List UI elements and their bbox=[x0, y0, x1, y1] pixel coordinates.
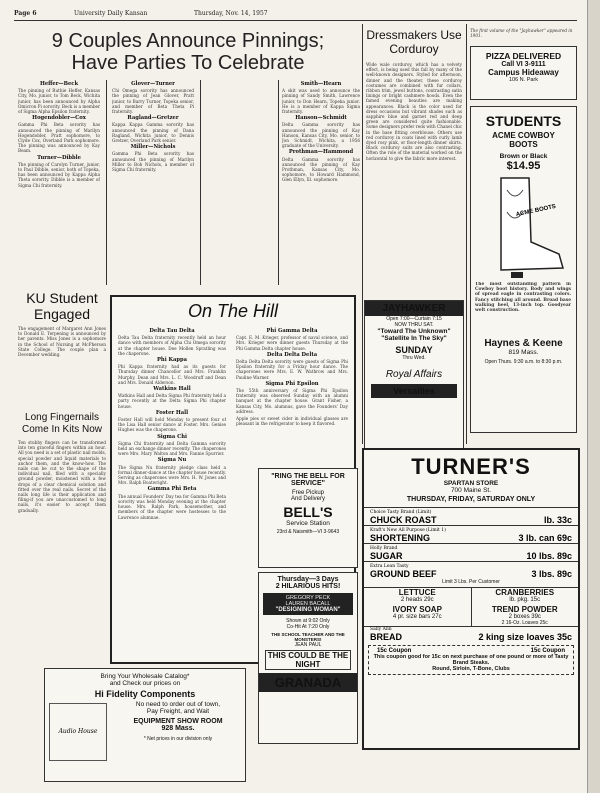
item-name: SHORTENING bbox=[370, 533, 431, 543]
story-text: Delta Delta Delta sorority were guests of Sigma Phi Epsilon fraternity for a Friday hour dance. The chaperones were Mrs. E. W. Wathrow and Mrs. Pauline Warner. bbox=[236, 359, 348, 380]
grocery-item bbox=[364, 507, 578, 525]
column-rule bbox=[106, 80, 107, 285]
main-headline: 9 Couples Announce Pinnings; Have Parties To Celebrate bbox=[51, 30, 325, 74]
granada-theater-ad bbox=[258, 572, 358, 744]
story-text: Ten stubby fingers can be transformed into ten graceful fingers within an hour. All you need is a set of plastic nail molds, special powder and liquid materials to anchor them, and the know-how. The nails can be cut to the shape of the individual nail, filed with a specially ground powder, moistened with a few drops of a clear chemical solution and fitted over the real nails. Secret of the nails long life is their application and filing-if you are unaccustomed to long nails, it's easier to accept them gradually. bbox=[18, 440, 106, 513]
story-text: Apple pies or sweet cider in individual glasses are pleasant in the refrigerator to keep it flavored. bbox=[236, 416, 348, 427]
story-title: Hogendobler—Cox bbox=[32, 115, 86, 122]
column-pinnings-2 bbox=[112, 80, 194, 280]
item-price: 2 heads 29c bbox=[400, 597, 434, 603]
ad-line: Open Thurs. 9:30 a.m. to 8:30 p.m. bbox=[484, 359, 563, 365]
item-price: lb. 33c bbox=[543, 515, 572, 525]
ad-line: Co-Hit At 7:20 Only bbox=[286, 624, 330, 630]
story-text: Kappa Kappa Gamma sorority has announced the pinning of Dana Ragland, Wichita junior, to Dennis Gretzer, Overland Park senior. bbox=[112, 122, 194, 144]
issue-date: Thursday, Nov. 14, 1957 bbox=[194, 10, 268, 17]
pizza-ad bbox=[470, 46, 577, 100]
fingernails-headline: Long Fingernails Come In Kits Now bbox=[21, 412, 103, 435]
fingernails-story bbox=[18, 440, 106, 660]
item-price: 2 king size loaves 35c bbox=[478, 632, 572, 642]
theater-name: GRANADA bbox=[259, 673, 357, 692]
coupon-text: Round, Sirloin, T-Bone, Clubs bbox=[432, 666, 510, 672]
item-note: Holly Brand bbox=[370, 546, 398, 551]
dressmakers-story bbox=[366, 62, 462, 297]
boot-icon bbox=[471, 172, 576, 282]
item-name: TREND POWDER bbox=[491, 605, 558, 614]
story-title: Glover—Turner bbox=[131, 81, 175, 87]
column-pinnings-1 bbox=[18, 80, 100, 275]
story-text: Gamma Phi Beta sorority has announced the pinning of Marilyn Miller to Bob Nichols, a member of Sigma Chi fraternity. bbox=[112, 151, 194, 173]
item-price: 4 pr. size bars 27c bbox=[392, 614, 442, 620]
column-rule bbox=[200, 80, 201, 285]
column-rule bbox=[278, 80, 279, 285]
film-title: Versailles bbox=[371, 384, 457, 398]
ad-line: Open 7:00—Curtain 7:15 bbox=[386, 316, 442, 322]
boot-description bbox=[475, 282, 571, 334]
ad-line: THURSDAY, FRIDAY, SATURDAY ONLY bbox=[406, 496, 536, 503]
film-credit: GREGORY PECK bbox=[285, 595, 331, 601]
jayhawker-theater-ad bbox=[364, 300, 464, 452]
film-title: "DESIGNING WOMAN" bbox=[275, 607, 341, 613]
story-text: Chi Omega sorority has announced the pinning of Jean Glover, Pratt junior, to Barry Turner, Topeka senior, and member of Beta Theta Pi fraternity. bbox=[112, 88, 194, 115]
ad-line: NOW THRU SAT. bbox=[394, 322, 434, 328]
story-text: Phi Kappa fraternity had as its guests for Thursday dinner Chancellor and Mrs. Franklin Murphy, Dean and Mrs. L. C. Woodruff and Dean and Mrs. Donald Alderson. bbox=[118, 364, 226, 385]
story-text: Capt. E. M. Krieger, professor of naval science, and Mrs. Krieger were dinner guests Thursday at the Phi Gamma Delta chapter house. bbox=[236, 335, 348, 351]
story-text: Gamma Phi Beta sorority has announced the pinning of Marilyn Hogendobler, Pratt sophomore, to Clyde Cox, Overland Park sophomore. The pinning was announced by Kay Beam. bbox=[18, 122, 100, 154]
item-note: Sally Ann bbox=[370, 627, 392, 632]
ad-line: ACME COWBOY BOOTS bbox=[492, 131, 555, 149]
column-rule bbox=[362, 24, 363, 444]
story-text: The 55th anniversary of Sigma Phi Epsilon fraternity was observed Sunday with an alumni banquet at the chapter house. Grant Fisher, a Kansas City, Mo. alumnus, gave the Founders' Day address. bbox=[236, 388, 348, 414]
ad-line: Bring Your Wholesale Catalog* bbox=[100, 673, 190, 680]
story-title: Sigma Nu bbox=[157, 457, 187, 464]
coupon bbox=[368, 645, 574, 675]
engaged-story bbox=[18, 326, 106, 406]
item-note: Kraft's New All Purpose (Limit 1) bbox=[370, 528, 446, 533]
story-text: A skit was used to announce the pinning of Sandy Smith, Lawrence junior, to Don Hearn, Topeka junior. He is a member of Kappa Sigma fraternity. bbox=[282, 88, 360, 115]
ad-line: and Check our prices on bbox=[109, 680, 181, 687]
story-title: Hanson—Schmidt bbox=[295, 115, 347, 122]
store-name: Haynes & Keene bbox=[484, 338, 563, 349]
ad-price: $14.95 bbox=[506, 160, 541, 172]
ad-line: Free Pickup bbox=[291, 490, 324, 496]
jayhawker-note bbox=[470, 28, 575, 42]
story-text: Foster Hall will hold Monday to present four of the Lisa Hall senior dance at Foster. Mrs. Genise Hughes was the chaperone. bbox=[118, 417, 226, 433]
film-title: "Toward The Unknown" bbox=[377, 328, 451, 335]
cowboy-boots-ad bbox=[470, 106, 577, 433]
ad-line: 106 N. Park bbox=[508, 77, 539, 83]
story-text: The pinning of Carolyn Turner, junior, to Paul Dibble, senior, both of Topeka, has been announced by Kappa Alpha Theta sorority. Dibble is a member of Sigma Chi fraternity. bbox=[18, 161, 100, 188]
item-note: Extra Lean Tasty bbox=[370, 564, 409, 569]
item-note: Limit 3 Lbs. Per Customer bbox=[442, 579, 500, 585]
item-note: Choice Tasty Brand (Limit) bbox=[370, 510, 432, 515]
film-credit: LAUREN BACALL bbox=[285, 601, 331, 607]
story-title: Phi Kappa bbox=[157, 357, 187, 364]
story-title: Heffer—Beck bbox=[39, 81, 79, 87]
story-text: Delta Tau Delta fraternity recently held an hour dance with members of Alpha Chi Omega sorority at the chapter house. Dee Mollen Spratling was the chaperone. bbox=[118, 335, 226, 356]
ad-line: The most outstanding pattern in Cowboy boot history. Body and wings of spread eagle in contrasting colors. Fancy stitching all around. Broad base walking heel, 13-inch top. Goodyear welt construction. bbox=[475, 282, 571, 314]
turners-grocery-ad bbox=[362, 448, 580, 750]
store-name: TURNER'S bbox=[411, 454, 531, 479]
story-text: Wide wale corduroy, which has a velvety effect, is being used this fall by many of the well-known designers. Styled for afternoon, dinner and the theater, these corduroy costumes are combined with fur collars, ribbon trim, jewel buttons, contrasting satin linings or bright cashmere hoods. Even the famed evening beauties are making appearances. Black is the color used for dress occasions but vibrant shades such as sapphire blue and garnet red and deep green are considered quite fashionable. Some designers prefer reds with Chanel chic in the base fitting overblouse. Others use red corduroy in coats lined with curly lamb dyed rosy pink, or floor-length dinner skirts. Black corduroy suits are also contrasting. Often the role of the material worked on the horizontal to give the fabric more interest. bbox=[366, 62, 462, 161]
ad-line: Call VI 3-9111 bbox=[501, 61, 546, 68]
story-title: Ragland—Gretzer bbox=[127, 115, 179, 122]
story-title: Sigma Chi bbox=[157, 433, 187, 440]
story-text: Sigma Chi fraternity and Delta Gamma sorority held an exchange dinner recently. The chaperones were Mrs. Mary Walton and Mrs. Fannie Spurrier. bbox=[118, 440, 226, 457]
story-title: Smith—Hearn bbox=[300, 81, 342, 87]
ad-line: 928 Mass. bbox=[161, 725, 195, 732]
catalog-ad bbox=[44, 668, 246, 782]
on-the-hill-title: On The Hill bbox=[187, 301, 279, 321]
column-pinnings-3 bbox=[282, 80, 360, 290]
page-header bbox=[14, 8, 577, 21]
story-title: Gamma Phi Beta bbox=[147, 486, 197, 493]
film-credit: JEAN PAUL bbox=[294, 642, 322, 648]
item-price: 2 boxes 39c bbox=[508, 614, 541, 620]
item-name: LETTUCE bbox=[398, 588, 436, 597]
story-text: The pinning of Ruthie Heffer, Kansas City, Mo. junior, to Tom Beck, Wichita junior, has been announced by Alpha Omicron Pi sorority. Beck is a member of Sigma Alpha Epsilon fraternity. bbox=[18, 88, 100, 115]
item-name: GROUND BEEF bbox=[370, 569, 437, 579]
coupon-label: 15c Coupon bbox=[377, 648, 412, 654]
theater-name: JAYHAWKER bbox=[365, 301, 463, 316]
item-name: CRANBERRIES bbox=[495, 588, 555, 597]
ad-line: Thursday—3 Days bbox=[277, 576, 339, 583]
ad-line: Service Station bbox=[286, 520, 330, 527]
ad-line: Pay Freight, and Wait bbox=[146, 708, 210, 715]
adjacent-page-edge bbox=[587, 0, 600, 793]
ad-line: Hi Fidelity Components bbox=[94, 689, 196, 699]
engaged-headline: KU Student Engaged bbox=[26, 290, 98, 322]
item-price: 10 lbs. 89c bbox=[526, 551, 572, 561]
audio-house-logo: Audio House bbox=[49, 703, 107, 761]
ad-line: PIZZA DELIVERED bbox=[485, 51, 562, 61]
ad-name: BELL'S bbox=[283, 504, 333, 520]
film-title: THE SCHOOL TEACHER AND THE MONSTERS! bbox=[271, 632, 345, 642]
ad-line: Thru Wed. bbox=[402, 355, 426, 361]
page-number: Page 6 bbox=[14, 10, 37, 17]
film-title: Royal Affairs bbox=[385, 369, 443, 380]
story-title: Foster Hall bbox=[155, 409, 189, 416]
dressmakers-headline: Dressmakers Use Corduroy bbox=[366, 28, 462, 56]
story-text: The first volume of the "Jayhawker" appeared in 1901. bbox=[470, 28, 573, 39]
story-title: Phi Gamma Delta bbox=[266, 328, 318, 334]
item-note: 2 16-Oz. Loaves 25c bbox=[501, 620, 548, 626]
ad-line: SPARTAN STORE bbox=[443, 480, 499, 487]
story-text: Delta Gamma sorority has announced the pinning of Kay Prothman, Kansas City, Mo. sophomore, to Howard Hammond, Glen Ellyn, Ill. sophomore. bbox=[282, 156, 360, 183]
item-price: 3 lb. can 69c bbox=[518, 533, 572, 543]
ad-line: Shown at 9:02 Only bbox=[286, 618, 330, 624]
paper-name: University Daily Kansan bbox=[74, 10, 148, 17]
story-text: The annual Founders' Day tea for Gamma Phi Beta sorority was held Monday evening at the chapter house. Mrs. Ralph Park, housemother, and members of the chapter were hostesses to the Lawrence alumnae. bbox=[118, 493, 226, 520]
story-title: Prothman—Hammond bbox=[288, 149, 354, 156]
story-title: Delta Delta Delta bbox=[266, 351, 318, 358]
boot-illustration bbox=[471, 172, 576, 282]
ad-line: EQUIPMENT SHOW ROOM bbox=[133, 718, 223, 725]
grocery-item bbox=[364, 543, 578, 561]
ad-line: Campus Hideaway bbox=[488, 68, 559, 77]
story-title: Watkins Hall bbox=[153, 386, 191, 393]
ad-line: 700 Maine St. bbox=[450, 487, 492, 494]
story-title: Turner—Dibble bbox=[37, 154, 81, 161]
ad-line: No need to order out of town, bbox=[135, 701, 221, 708]
coupon-label: 15c Coupon bbox=[530, 648, 565, 654]
story-title: Delta Tau Delta bbox=[149, 328, 195, 334]
item-name: BREAD bbox=[370, 632, 403, 642]
ad-line: Brown or Black bbox=[499, 153, 548, 160]
item-name: SUGAR bbox=[370, 551, 403, 561]
ad-line: And Delivery bbox=[290, 496, 325, 502]
story-text: The engagement of Margaret Ann Jones to Donald E. Terpening is announced by her parents. Miss Jones is a sophomore in the School of Nursing at McPherson State College. The couple plan a December wedding. bbox=[18, 326, 106, 358]
story-title: Miller—Nichols bbox=[130, 144, 176, 151]
ad-line: "RING THE BELL FOR SERVICE" bbox=[271, 473, 345, 487]
item-price: 3 lbs. 89c bbox=[531, 569, 572, 579]
item-price: lb. pkg. 15c bbox=[509, 597, 541, 603]
hill-left-column bbox=[118, 327, 226, 657]
film-title: THIS COULD BE THE NIGHT bbox=[265, 650, 351, 670]
item-name: IVORY SOAP bbox=[392, 605, 442, 614]
acme-boots-badge: ACME BOOTS bbox=[515, 203, 557, 219]
coupon-text: This coupon good for 15c on next purchase of one pound or more of Tasty Brand Steaks. bbox=[373, 654, 569, 666]
ad-line: SUNDAY bbox=[395, 345, 433, 355]
ad-line: * Net prices in our division only bbox=[143, 736, 213, 742]
item-name: CHUCK ROAST bbox=[370, 515, 437, 525]
bread-item bbox=[364, 626, 578, 642]
ad-line: STUDENTS bbox=[485, 113, 562, 129]
column-rule bbox=[466, 24, 467, 444]
story-text: The Sigma Nu fraternity pledge class held a formal dinner-dance at the chapter house recently. Serving as chaperones were Mrs. H. W. Jones and Mrs. Ralph Boatwright. bbox=[118, 464, 226, 486]
grocery-item bbox=[364, 525, 578, 543]
ad-line: 819 Mass. bbox=[508, 349, 539, 356]
story-text: Delta Gamma sorority has announced the pinning of Kay Hanson, Kansas City, Mo. senior, to Jon Schmidt, Wichita, a 1956 graduate of the University. bbox=[282, 122, 360, 149]
film-title: "Satellite In The Sky" bbox=[381, 335, 447, 342]
ad-line: 23rd & Naismith—VI 3-9643 bbox=[276, 529, 340, 535]
ad-line: 2 HILARIOUS HITS! bbox=[275, 583, 341, 590]
bells-service-ad bbox=[258, 468, 358, 568]
story-text: Watkins Hall and Delta Sigma Phi fraternity held a party recently at the Delta Sigma Phi chapter house. bbox=[118, 393, 226, 409]
grocery-item bbox=[364, 561, 578, 585]
story-title: Sigma Phi Epsilon bbox=[265, 380, 319, 387]
